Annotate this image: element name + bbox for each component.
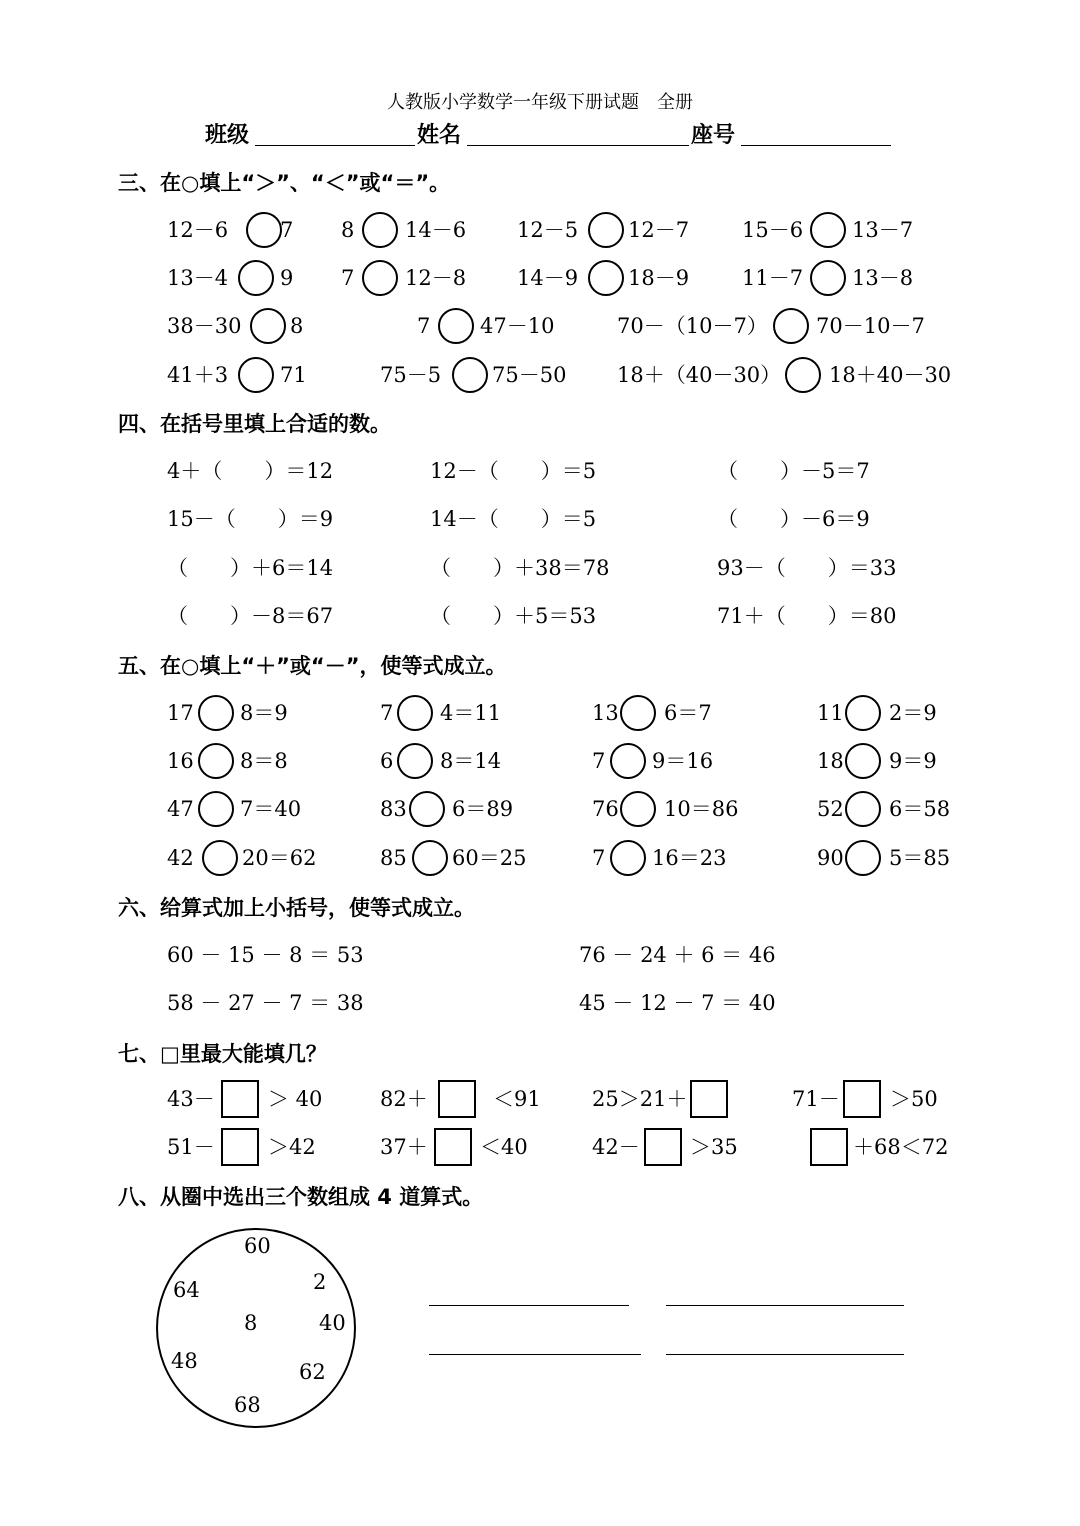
operator-circle[interactable]: [198, 791, 234, 827]
parentheses-problem[interactable]: 76 － 24 ＋ 6 ＝ 46: [579, 943, 776, 967]
name-label: 姓名: [417, 123, 462, 148]
inequality-right: ＜91: [493, 1087, 541, 1111]
equation-right: 5＝85: [889, 846, 951, 870]
parentheses-problem[interactable]: 58 － 27 － 7 ＝ 38: [167, 991, 364, 1015]
seat-label: 座号: [691, 123, 736, 148]
section-4-title: 四、在括号里填上合适的数。: [118, 412, 391, 436]
compare-right: 13－7: [852, 218, 914, 242]
compare-right: 18－9: [628, 266, 690, 290]
answer-circle[interactable]: [810, 212, 846, 248]
operator-circle[interactable]: [845, 840, 881, 876]
inequality-right: ＜40: [480, 1135, 528, 1159]
operator-circle[interactable]: [397, 743, 433, 779]
section-5-title: 五、在○填上“＋”或“－”，使等式成立。: [118, 654, 507, 678]
seat-blank[interactable]: [741, 145, 891, 146]
compare-left: 12－6: [167, 218, 229, 242]
parentheses-problem[interactable]: 60 － 15 － 8 ＝ 53: [167, 943, 364, 967]
inequality-left: 25＞21＋: [592, 1087, 688, 1111]
circle-number: 62: [299, 1360, 326, 1384]
circle-number: 2: [313, 1270, 327, 1294]
answer-circle[interactable]: [785, 357, 821, 393]
compare-left: 12－5: [517, 218, 579, 242]
equation-right: 6＝7: [664, 701, 712, 725]
circle-number: 8: [244, 1311, 258, 1335]
equation-left: 47: [167, 797, 194, 821]
equation-left: 16: [167, 749, 194, 773]
inequality-right: ＞ 40: [268, 1087, 323, 1111]
fill-bracket-problem[interactable]: 93－（ ）＝33: [717, 556, 897, 580]
compare-left: 11－7: [742, 266, 804, 290]
compare-left: 70－（10－7）: [617, 314, 768, 338]
name-blank[interactable]: [467, 145, 689, 146]
compare-right: 47－10: [480, 314, 555, 338]
answer-circle[interactable]: [250, 308, 286, 344]
equation-left: 42: [167, 846, 194, 870]
compare-right: 13－8: [852, 266, 914, 290]
compare-right: 7: [280, 218, 294, 242]
answer-box[interactable]: [434, 1128, 472, 1166]
equation-left: 7: [380, 701, 394, 725]
equation-left: 18: [817, 749, 844, 773]
compare-left: 7: [341, 266, 355, 290]
equation-left: 6: [380, 749, 394, 773]
equation-left: 7: [592, 846, 606, 870]
equation-right: 8＝14: [440, 749, 502, 773]
answer-line[interactable]: [429, 1305, 629, 1306]
operator-circle[interactable]: [412, 840, 448, 876]
equation-right: 2＝9: [889, 701, 937, 725]
answer-circle[interactable]: [452, 357, 488, 393]
equation-right: 10＝86: [664, 797, 739, 821]
answer-line[interactable]: [666, 1354, 904, 1355]
answer-box[interactable]: [644, 1128, 682, 1166]
equation-left: 85: [380, 846, 407, 870]
class-blank[interactable]: [255, 145, 415, 146]
operator-circle[interactable]: [610, 743, 646, 779]
document-title: 人教版小学数学一年级下册试题 全册: [387, 92, 693, 113]
compare-left: 8: [341, 218, 355, 242]
compare-right: 14－6: [405, 218, 467, 242]
equation-right: 20＝62: [242, 846, 317, 870]
operator-circle[interactable]: [620, 695, 656, 731]
equation-right: 6＝89: [452, 797, 514, 821]
answer-box[interactable]: [810, 1128, 848, 1166]
operator-circle[interactable]: [845, 695, 881, 731]
answer-box[interactable]: [690, 1080, 728, 1118]
operator-circle[interactable]: [409, 791, 445, 827]
answer-box[interactable]: [221, 1080, 259, 1118]
operator-circle[interactable]: [845, 743, 881, 779]
operator-circle[interactable]: [620, 791, 656, 827]
equation-right: 16＝23: [652, 846, 727, 870]
compare-right: 12－8: [405, 266, 467, 290]
equation-right: 60＝25: [452, 846, 527, 870]
equation-right: 4＝11: [440, 701, 502, 725]
compare-left: 14－9: [517, 266, 579, 290]
fill-bracket-problem[interactable]: 12－（ ）＝5: [430, 459, 597, 483]
answer-circle[interactable]: [362, 212, 398, 248]
compare-right: 12－7: [628, 218, 690, 242]
compare-right: 70－10－7: [816, 314, 925, 338]
inequality-left: 82＋: [380, 1087, 428, 1111]
answer-circle[interactable]: [246, 212, 282, 248]
section-7-title: 七、□里最大能填几？: [118, 1042, 327, 1066]
equation-right: 9＝16: [652, 749, 714, 773]
fill-bracket-problem[interactable]: （ ）－6＝9: [717, 507, 870, 531]
inequality-right: ＞42: [268, 1135, 316, 1159]
equation-left: 76: [592, 797, 619, 821]
circle-number: 64: [173, 1278, 200, 1302]
fill-bracket-problem[interactable]: 14－（ ）＝5: [430, 507, 597, 531]
equation-left: 52: [817, 797, 844, 821]
inequality-left: 51－: [167, 1135, 215, 1159]
equation-left: 83: [380, 797, 407, 821]
inequality-right: ＋68＜72: [853, 1135, 949, 1159]
compare-left: 13－4: [167, 266, 229, 290]
answer-circle[interactable]: [238, 357, 274, 393]
inequality-right: ＞50: [890, 1087, 938, 1111]
answer-line[interactable]: [666, 1305, 904, 1306]
compare-left: 75－5: [380, 363, 442, 387]
answer-line[interactable]: [429, 1354, 641, 1355]
fill-bracket-problem[interactable]: 15－（ ）＝9: [167, 507, 334, 531]
answer-box[interactable]: [221, 1128, 259, 1166]
fill-bracket-problem[interactable]: （ ）－5＝7: [717, 459, 870, 483]
answer-box[interactable]: [438, 1080, 476, 1118]
answer-box[interactable]: [843, 1080, 881, 1118]
equation-right: 8＝8: [240, 749, 288, 773]
compare-right: 8: [290, 314, 304, 338]
class-label: 班级: [205, 123, 250, 148]
fill-bracket-problem[interactable]: （ ）＋5＝53: [430, 604, 597, 628]
section-3-title: 三、在○填上“＞”、“＜”或“＝”。: [118, 171, 451, 195]
operator-circle[interactable]: [198, 695, 234, 731]
equation-right: 6＝58: [889, 797, 951, 821]
inequality-right: ＞35: [690, 1135, 738, 1159]
equation-right: 8＝9: [240, 701, 288, 725]
equation-left: 17: [167, 701, 194, 725]
section-6-title: 六、给算式加上小括号，使等式成立。: [118, 896, 475, 920]
fill-bracket-problem[interactable]: 4＋（ ）＝12: [167, 459, 334, 483]
operator-circle[interactable]: [845, 791, 881, 827]
compare-left: 41＋3: [167, 363, 229, 387]
fill-bracket-problem[interactable]: （ ）＋6＝14: [167, 556, 334, 580]
compare-right: 75－50: [492, 363, 567, 387]
equation-left: 90: [817, 846, 844, 870]
compare-right: 9: [280, 266, 294, 290]
operator-circle[interactable]: [202, 840, 238, 876]
answer-circle[interactable]: [588, 212, 624, 248]
equation-left: 11: [817, 701, 844, 725]
answer-circle[interactable]: [773, 308, 809, 344]
answer-circle[interactable]: [238, 260, 274, 296]
fill-bracket-problem[interactable]: （ ）－8＝67: [167, 604, 334, 628]
inequality-left: 37＋: [380, 1135, 428, 1159]
compare-right: 71: [280, 363, 307, 387]
circle-number: 68: [234, 1393, 261, 1417]
equation-left: 13: [592, 701, 619, 725]
circle-number: 48: [171, 1349, 198, 1373]
answer-circle[interactable]: [810, 260, 846, 296]
equation-right: 9＝9: [889, 749, 937, 773]
compare-left: 38－30: [167, 314, 242, 338]
compare-left: 7: [417, 314, 431, 338]
operator-circle[interactable]: [397, 695, 433, 731]
fill-bracket-problem[interactable]: 71＋（ ）＝80: [717, 604, 897, 628]
equation-right: 7＝40: [240, 797, 302, 821]
compare-left: 15－6: [742, 218, 804, 242]
circle-number: 40: [319, 1311, 346, 1335]
compare-right: 18＋40－30: [829, 363, 952, 387]
answer-circle[interactable]: [362, 260, 398, 296]
fill-bracket-problem[interactable]: （ ）＋38＝78: [430, 556, 610, 580]
equation-left: 7: [592, 749, 606, 773]
answer-circle[interactable]: [588, 260, 624, 296]
section-8-title: 八、从圈中选出三个数组成 4 道算式。: [118, 1185, 484, 1209]
answer-circle[interactable]: [438, 308, 474, 344]
compare-left: 18＋（40－30）: [617, 363, 782, 387]
inequality-left: 43－: [167, 1087, 215, 1111]
operator-circle[interactable]: [198, 743, 234, 779]
parentheses-problem[interactable]: 45 － 12 － 7 ＝ 40: [579, 991, 776, 1015]
inequality-left: 71－: [792, 1087, 840, 1111]
circle-number: 60: [244, 1234, 271, 1258]
inequality-left: 42－: [592, 1135, 640, 1159]
operator-circle[interactable]: [610, 840, 646, 876]
